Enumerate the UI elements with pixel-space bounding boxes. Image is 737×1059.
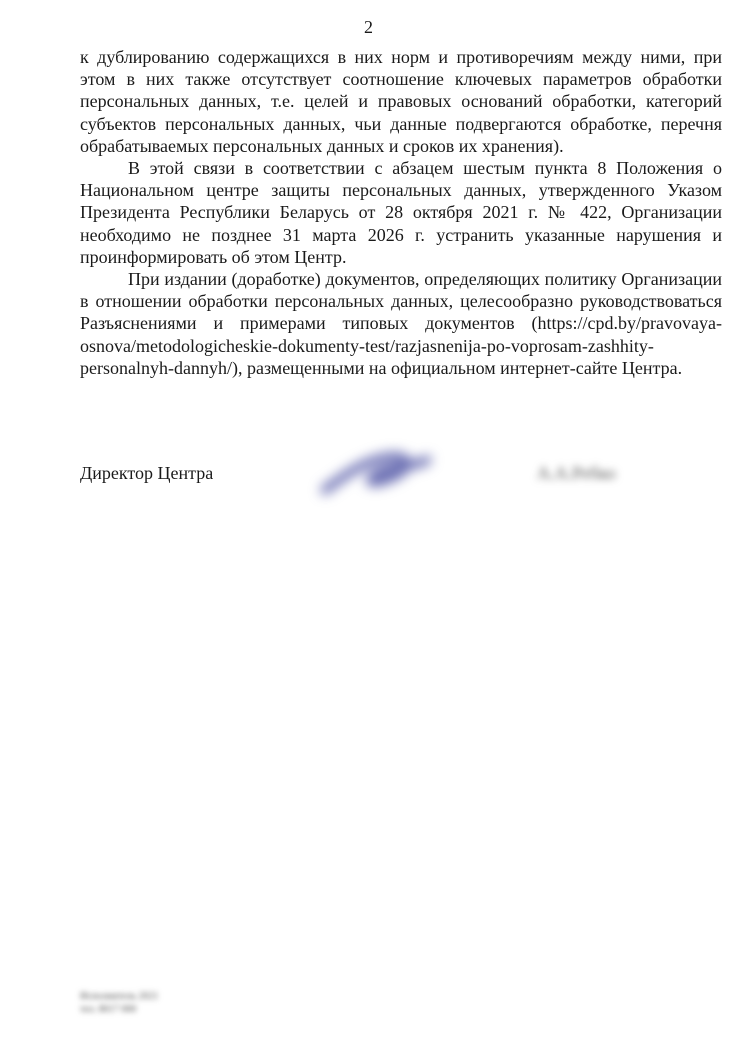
signature-scribble-image <box>315 445 435 500</box>
signer-name: А.А.Ребко <box>537 463 616 483</box>
paragraph-requirement: В этой связи в соответствии с абзацем шестым пункта 8 Положения о Национальном центре защиты персональных данных, утвержденного Указом Президента Республики Беларусь от 28 октября 2021 г. № 422, Организации необходимо не позднее 31 марта 2026 г. устранить указанные нарушения и проинформировать об этом Центр. <box>80 158 722 267</box>
signature-title: Директор Центра <box>80 463 214 483</box>
paragraph-recommendation: При издании (доработке) документов, определяющих политику Организации в отношении обработки персональных данных, целесообразно руководствоваться Разъяснениями и примерами типовых документов (https://cpd.by/pravovaya-osnova/metodologicheskie-dokumenty-test/razjasnenija-po-voprosam-zashhity-personalnyh-dannyh/), размещенными на официальном интернет-сайте Центра. <box>80 269 722 378</box>
paragraph-continuation: к дублированию содержащихся в них норм и противоречиям между ними, при этом в них также отсутствует соотношение ключевых параметров обработки персональных данных, т.е. целей и правовых оснований обработки, категорий субъектов персональных данных, чьи данные подвергаются обработке, перечня обрабатываемых персональных данных и сроков их хранения). <box>80 47 722 156</box>
page-number: 2 <box>364 17 373 37</box>
footer-line-1: Исполнитель 2021 <box>80 991 159 1002</box>
letter-body <box>80 46 722 379</box>
footer-line-2: тел. 8017 000 <box>80 1004 137 1015</box>
footer-note <box>80 990 158 1016</box>
